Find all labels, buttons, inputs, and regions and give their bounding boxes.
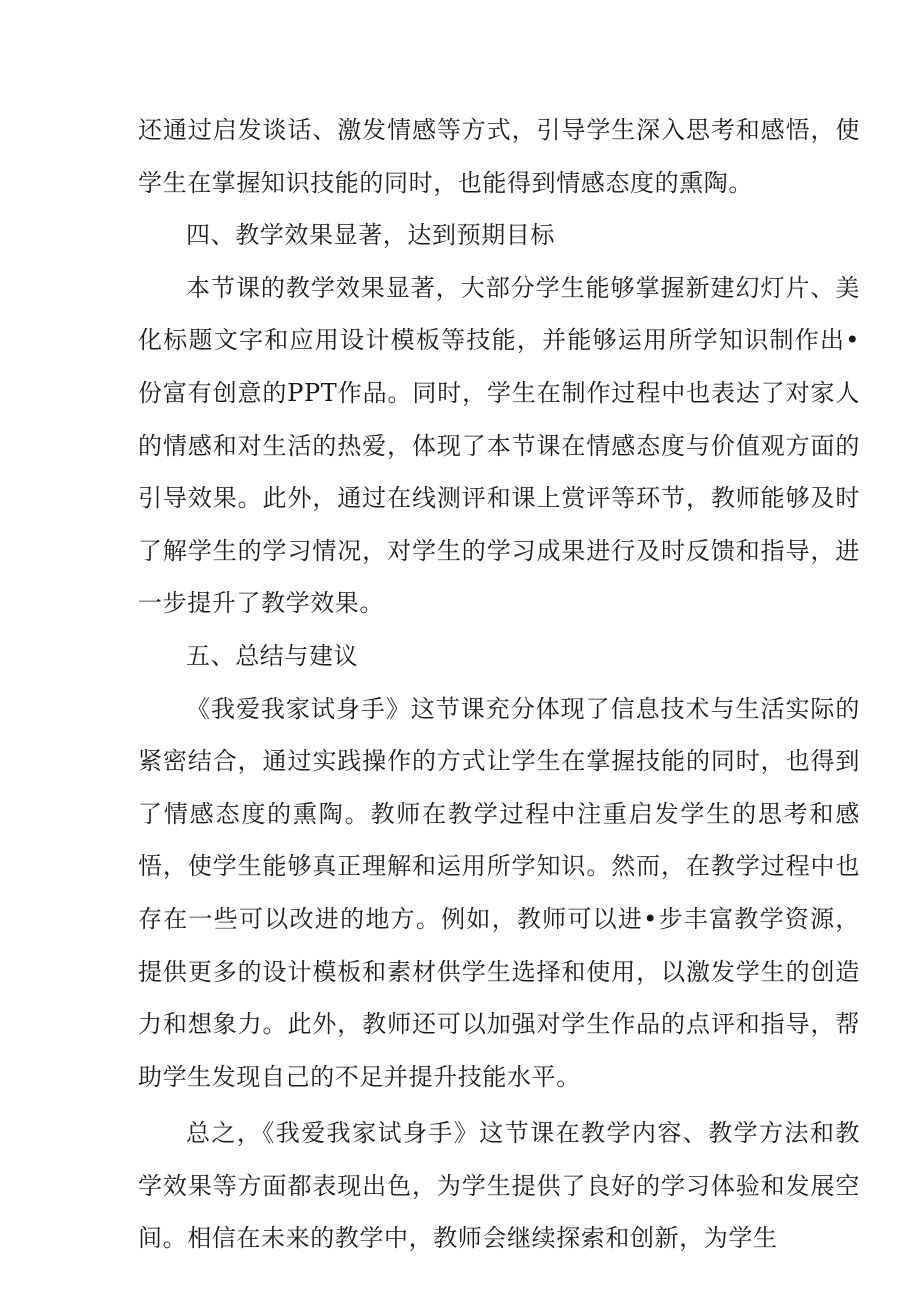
- section-heading-5: 五、总结与建议: [186, 641, 359, 670]
- section-heading-4: 四、教学效果显著，达到预期目标: [186, 221, 555, 250]
- paragraph-section-5: 《我爱我家试身手》这节课充分体现了信息技术与生活实际的紧密结合，通过实践操作的方式让学生在掌握技能的同时，也得到了情感态度的熏陶。教师在教学过程中注重启发学生的思考和感悟，使学生能够真正理解和运用所学知识。然而，在教学过程中也存在一些可以改进的地方。例如，教师可以进•步丰富教学资源，提供更多的设计模板和素材供学生选择和使用，以激发学生的创造力和想象力。此外，教师还可以加强对学生作品的点评和指导，帮助学生发现自己的不足并提升技能水平。: [138, 694, 860, 1091]
- paragraph-conclusion: 总之，《我爱我家试身手》这节课在教学内容、教学方法和教学效果等方面都表现出色，为学生提供了良好的学习体验和发展空间。相信在未来的教学中，教师会继续探索和创新，为学生: [138, 1119, 860, 1253]
- paragraph-continued: 还通过启发谈话、激发情感等方式，引导学生深入思考和感悟，使学生在掌握知识技能的同时，也能得到情感态度的熏陶。: [138, 116, 860, 197]
- paragraph-section-4: 本节课的教学效果显著，大部分学生能够掌握新建幻灯片、美化标题文字和应用设计模板等技能，并能够运用所学知识制作出•份富有创意的PPT作品。同时，学生在制作过程中也表达了对家人的情感和对生活的热爱，体现了本节课在情感态度与价值观方面的引导效果。此外，通过在线测评和课上赏评等环节，教师能够及时了解学生的学习情况，对学生的学习成果进行及时反馈和指导，进一步提升了教学效果。: [138, 273, 860, 618]
